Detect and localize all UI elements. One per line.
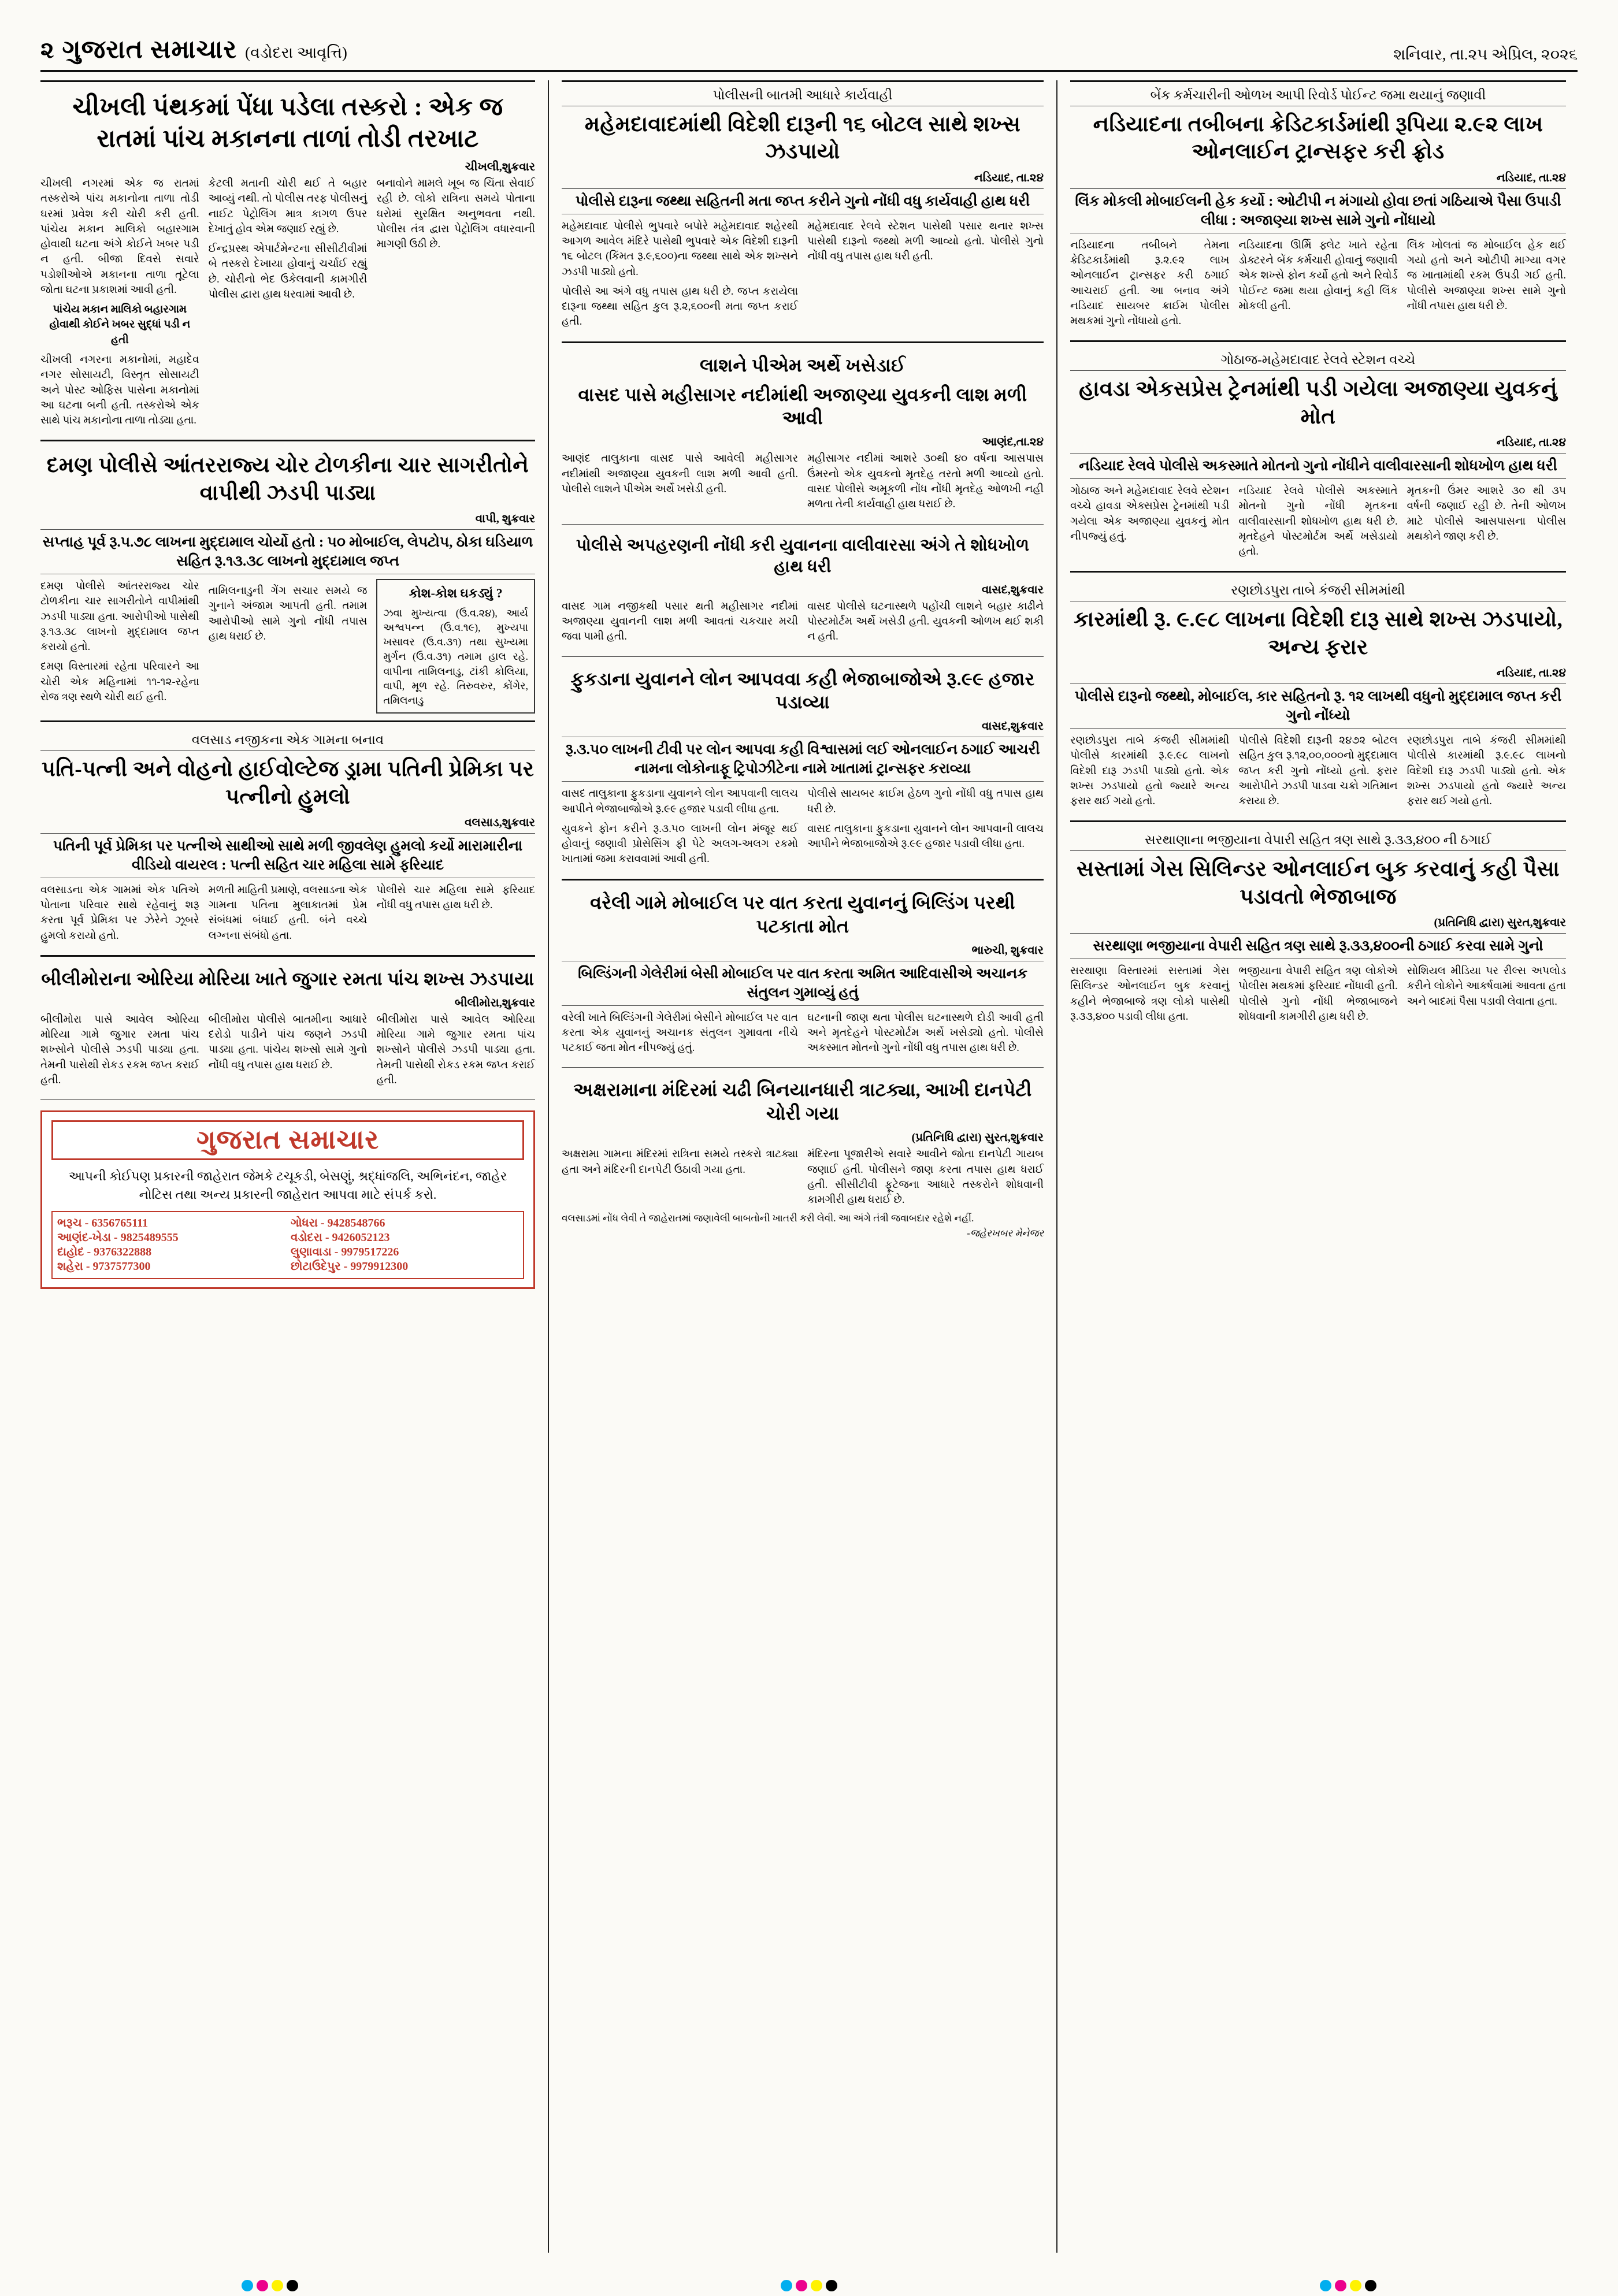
headline: વરેલી ગામે મોબાઈલ પર વાત કરતા યુવાનનું બિલ્ડિંગ પરથી પટકાતા મોત — [590, 891, 1015, 937]
article-body-col: ભજીયાના વેપારી સહિત ત્રણ લોકોએ પોલીસ મથકમાં ફરિયાદ નોંધાવી હતી. પોલીસે ગુનો નોંધી ભેજાબાજને શોધવાની કામગીરી હાથ ધરી છે. — [1238, 965, 1398, 1023]
classified-ad-box[interactable] — [40, 1110, 535, 1289]
dateline: વલસાડ,શુક્રવાર — [465, 816, 535, 829]
ad-contact[interactable]: શહેરા - 9737577300 — [57, 1260, 151, 1273]
article-body-col: મહેમદાવાદ રેલવે સ્ટેશન પાસેથી પસાર થનાર શખ્સ પાસેથી દારૂનો જથ્થો મળી આવ્યો હતો. પોલીસે ગુનો નોંધી વધુ તપાસ હાથ ધરી હતી. — [807, 220, 1044, 263]
subhead: સપ્તાહ પૂર્વ રૂ.૫.૭૮ લાખના મુદ્દામાલ ચોર્યો હતો : ૫૦ મોબાઈલ, લેપટોપ, ઠોકા ઘડિયાળ સહિત રૂ.૧૩.૩૮ લાખનો મુદ્દામાલ જપ્ત — [40, 529, 535, 574]
article-body-col: વલસાડના એક ગામમાં એક પતિએ પોતાના પરિવાર સાથે રહેવાનું શરૂ કરતા પૂર્વ પ્રેમિકા પર ઝેરેને ઝૂબરે હુમલો કરાયો હતો. — [40, 884, 199, 942]
article-valsad-drama — [40, 733, 535, 957]
headline: લાશને પીએમ અર્થે ખસેડાઈ — [700, 354, 906, 376]
reg-dot-magenta — [257, 2280, 268, 2291]
side-box — [376, 579, 535, 714]
dateline: (પ્રતિનિધિ દ્વારા) સુરત,શુક્રવાર — [1434, 916, 1566, 930]
article-body-col: પોલીસે ચાર મહિલા સામે ફરિયાદ નોંધી વધુ તપાસ હાથ ધરી છે. — [376, 884, 536, 912]
ad-contact[interactable]: છોટાઉદેપુર - 9979912300 — [291, 1260, 409, 1273]
article-body-col: વાસદ તાલુકાના ફુકડાના યુવાનને લોન આપવાની લાલચ આપીને ભેજાબાજોએ રૂ.૯૯ હજાર પડાવી લીધા હતા. યુવકને ફોન કરીને રૂ.૩.૫૦ લાખની લોન મંજૂર થઈ હોવાનું જણાવી પ્રોસેસિંગ ફી પેટે અલગ-અલગ રકમો ખાતામાં જમા કરાવવામાં આવી હતી. — [562, 788, 798, 865]
ad-footer-note: વલસાડમાં નોંધ લેવી તે જાહેરાતમાં જણાવેલી બાબતોની ખાતરી કરી લેવી. આ અંગે તંત્રી જવાબદાર રહેશે નહીં. — [562, 1213, 974, 1224]
registration-marks — [0, 2280, 1618, 2291]
subhead: નડિયાદ રેલવે પોલીસે અકસ્માતે મોતનો ગુનો નોંધીને વાલીવારસાની શોધખોળ હાથ ધરી — [1070, 453, 1566, 479]
article-body-col: નડિયાદના ઊર્મિ ફ્લેટ ખાતે રહેતા ડોક્ટરને બેંક કર્મચારી હોવાનું જણાવી એક શખ્સે ફોન કર્યો હતો અને રિવોર્ડ પોઈન્ટ જમા થયા હોવાનું કહી લિંક મોકલી હતી. — [1238, 239, 1398, 312]
reg-dot-black — [1365, 2280, 1376, 2291]
ad-text: આપની કોઈપણ પ્રકારની જાહેરાત જેમકે ટચૂકડી, બેસણું, શ્રદ્ધાંજલિ, અભિનંદન, જાહેર નોટિસ તથા અન્ય પ્રકારની જાહેરાત આપવા માટે સંપર્ક કરો. — [68, 1169, 507, 1202]
reg-dot-magenta — [796, 2280, 807, 2291]
headline-secondary: વાસદ પાસે મહીસાગર નદીમાંથી અજાણ્યા યુવકની લાશ મળી આવી — [578, 384, 1027, 429]
dateline: નડિયાદ, તા.૨૪ — [1496, 667, 1566, 680]
headline: મહેમદાવાદમાંથી વિદેશી દારૂની ૧૬ બોટલ સાથે શખ્સ ઝડપાયો — [584, 113, 1021, 164]
article-nadiad-card — [1070, 80, 1566, 342]
dateline: આણંદ,તા.૨૪ — [982, 436, 1044, 449]
kicker: વલસાડ નજીકના એક ગામના બનાવ — [40, 733, 535, 751]
dateline: વાસદ,શુક્રવાર — [982, 583, 1044, 596]
kicker: સરથાણાના ભજીયાના વેપારી સહિત ત્રણ સાથે રૂ.૩૩,૪૦૦ ની ઠગાઈ — [1070, 833, 1566, 851]
article-gas-cylinder — [1070, 833, 1566, 1036]
article-body-col: લિંક ખોલતાં જ મોબાઈલ હેક થઈ ગયો હતો અને ઓટીપી માગ્યા વગર જ ખાતામાંથી રકમ ઉપડી ગઈ હતી. પોલીસે અજાણ્યા શખ્સ સામે ગુનો નોંધી તપાસ હાથ ધરી છે. — [1407, 239, 1566, 312]
column-3 — [1057, 80, 1566, 2253]
headline: દમણ પોલીસે આંતરરાજ્ય ચોર ટોળકીના ચાર સાગરીતોને વાપીથી ઝડપી પાડ્યા — [46, 454, 529, 505]
headline: કારમાંથી રૂ. ૯.૯૮ લાખના વિદેશી દારૂ સાથે શખ્સ ઝડપાયો, અન્ય ફરાર — [1073, 608, 1563, 659]
article-body-col: બનાવોને મામલે ખૂબ જ ચિંતા સેવાઈ રહી છે. લોકો રાત્રિના સમયે પોતાના ઘરોમાં સુરક્ષિત અનુભવતા નથી. પોલીસ તંત્ર દ્વારા પેટ્રોલિંગ વધારવાની માગણી ઉઠી છે. — [376, 178, 536, 251]
article-body-col: વાસદ પોલીસે ઘટનાસ્થળે પહોંચી લાશને બહાર કાઢીને પોસ્ટમોર્ટમ અર્થે ખસેડી હતી. યુવકની ઓળખ થઈ શકી ન હતી. — [807, 600, 1044, 643]
ad-contact-grid — [51, 1211, 524, 1279]
paper-name: ગુજરાત સમાચાર — [62, 35, 237, 64]
headline: સસ્તામાં ગેસ સિલિન્ડર ઓનલાઈન બુક કરવાનું કહી પૈસા પડાવતો ભેજાબાજ — [1077, 857, 1560, 909]
side-box-title: કોશ-કોશ ઘકડ્યું ? — [409, 586, 503, 601]
ad-contact[interactable]: આણંદ-ખેડા - 9825489555 — [57, 1231, 179, 1244]
article-body-col: ઘટનાની જાણ થતા પોલીસ ઘટનાસ્થળે દોડી આવી હતી અને મૃતદેહને પોસ્ટમોર્ટમ અર્થે ખસેડ્યો હતો. પોલીસે અકસ્માત મોતનો ગુનો નોંધી વધુ તપાસ હાથ ધરી છે. — [807, 1012, 1044, 1054]
article-vareli-mobile — [562, 891, 1044, 1068]
subhead: પોલીસે દારૂના જથ્થા સહિતની મતા જપ્ત કરીને ગુનો નોંધી વધુ કાર્યવાહી હાથ ધરી — [562, 188, 1044, 214]
article-body-col: અક્ષરામા ગામના મંદિરમાં રાત્રિના સમયે તસ્કરો ત્રાટક્યા હતા અને મંદિરની દાનપેટી ઉઠાવી ગયા હતા. — [562, 1149, 798, 1176]
kicker: પોલીસની બાતમી આધારે કાર્યવાહી — [562, 88, 1044, 106]
article-bilimora-gambling — [40, 967, 535, 1100]
subhead: લિંક મોકલી મોબાઈલની હેક કર્યો : ઓટીપી ન મંગાયો હોવા છતાં ગઠિયાએ પૈસા ઉપાડી લીધા : અજાણ્યા શખ્સ સામે ગુનો નોંધાયો — [1070, 188, 1566, 233]
subhead: પોલીસે દારૂનો જથ્થો, મોબાઈલ, કાર સહિતનો રૂ. ૧૨ લાખથી વધુનો મુદ્દામાલ જપ્ત કરી ગુનો નોંધ્યો — [1070, 683, 1566, 729]
dateline: (પ્રતિનિધિ દ્વારા) સુરત,શુક્રવાર — [911, 1131, 1044, 1145]
article-pm-body — [562, 354, 1044, 525]
ad-contact[interactable]: ગોધરા - 9428548766 — [291, 1216, 385, 1229]
article-body-col: બીલીમોરા પાસે આવેલ ઓરિયા મોરિયા ગામે જુગાર રમતા પાંચ શખ્સોને પોલીસે ઝડપી પાડ્યા હતા. તેમની પાસેથી રોકડ રકમ જપ્ત કરાઈ હતી. — [40, 1013, 199, 1086]
dateline: ચીખલી,શુક્રવાર — [465, 161, 535, 174]
kicker: રણછોડપુરા તાબે કંજરી સીમમાંથી — [1070, 583, 1566, 601]
article-body-col: બીલીમોરા પાસે આવેલ ઓરિયા મોરિયા ગામે જુગાર રમતા પાંચ શખ્સોને પોલીસે ઝડપી પાડ્યા હતા. તેમની પાસેથી રોકડ રકમ જપ્ત કરાઈ હતી. — [376, 1013, 536, 1086]
registration-mark-group — [781, 2280, 837, 2291]
article-body-col: મંદિરના પૂજારીએ સવારે આવીને જોતા દાનપેટી ગાયબ જણાઈ હતી. પોલીસને જાણ કરતા તપાસ હાથ ધરાઈ હતી. સીસીટીવી ફૂટેજના આધારે તસ્કરોને શોધવાની કામગીરી હાથ ધરાઈ છે. — [807, 1149, 1044, 1206]
masthead — [40, 35, 1578, 72]
article-body-col: તામિલનાડુની ગેંગ સચાર સમયે જ ગુનાને અંજામ આપતી હતી. તમામ આરોપીઓ સામે ગુનો નોંધી તપાસ હાથ ધરાઈ છે. — [208, 585, 368, 642]
dateline: નડિયાદ, તા.૨૪ — [1496, 171, 1566, 184]
headline: પોલીસે અપહરણની નોંધી કરી યુવાનના વાલીવારસા અંગે તે શોધખોળ હાથ ધરી — [576, 536, 1030, 576]
article-body-col: નડિયાદના તબીબને તેમના ક્રેડિટકાર્ડમાંથી રૂ.૨.૯૨ લાખ ઓનલાઈન ટ્રાન્સફર કરી ઠગાઈ આચરાઈ હતી. આ બનાવ અંગે નડિયાદ સાયબર ક્રાઈમ પોલીસ મથકમાં ગુનો નોંધાયો હતો. — [1070, 239, 1230, 328]
article-temple-theft — [562, 1078, 1044, 1246]
article-body-col: રણછોડપુરા તાબે કંજરી સીમમાંથી પોલીસે કારમાંથી રૂ.૯.૯૮ લાખનો વિદેશી દારૂ ઝડપી પાડ્યો હતો. એક શખ્સ ઝડપાયો હતો જ્યારે અન્ય ફરાર થઈ ગયો હતો. — [1070, 735, 1230, 808]
ad-contact[interactable]: દાહોદ - 9376322888 — [57, 1245, 152, 1258]
kicker: ગોઠાજ-મહેમદાવાદ રેલવે સ્ટેશન વચ્ચે — [1070, 352, 1566, 371]
headline: અક્ષરામાના મંદિરમાં ચઢી બિનયાનધારી ત્રાટક્યા, આખી દાનપેટી ચોરી ગયા — [573, 1079, 1032, 1124]
side-box-text: ઝવા મુખ્યત્વા (ઉ.વ.૨૪), આર્ય અશ્વપન્ન (ઉ.વ.૧૯), મુખ્યપા ખસાવર (ઉ.વ.૩૧) તથા સુખ્યમા મુર્ગન (ઉ.વ.૩૧) તમામ હાલ રહે. વાપીના તામિલનાડુ, ટાંકી કોલિયા, વાપી, મૂળ રહે. તિરુવરુર, કોંગેર, તમિલનાડુ — [383, 607, 529, 706]
article-body-col: ચીખલી નગરમાં એક જ રાતમાં તસ્કરોએ પાંચ મકાનોના તાળા તોડી ઘરમાં પ્રવેશ કરી ચોરી કરી હતી. પાંચેય મકાન માલિકો બહારગામ હોવાથી ઘટના અંગે કોઈને ખબર પડી ન હતી. બીજા દિવસે સવારે પડોશીઓએ મકાનના તાળા તૂટેલા જોતા ઘટના પ્રકાશમાં આવી હતી. પાંચેય મકાન માલિકો બહારગામ હોવાથી કોઈને ખબર સુદ્ધાં પડી ન હતી ચીખલી નગરના મકાનોમાં, મહાદેવ નગર સોસાયટી, વિસ્તૃત સોસાયટી અને પોસ્ટ ઓફિસ પાસેના મકાનોમાં આ ઘટના બની હતી. તસ્કરોએ એક સાથે પાંચ મકાનોના તાળા તોડ્યા હતા. — [40, 178, 199, 427]
article-body-col: કેટલી મતાની ચોરી થઈ તે બહાર આવ્યું નથી. તો પોલીસ તરફ પોલીસનું નાઈટ પેટ્રોલિંગ માત્ર કાગળ ઉપર દેખાતું હોવ એમ જણાઈ રહ્યું છે. ઈન્દ્રપ્રસ્થ એપાર્ટમેન્ટના સીસીટીવીમાં બે તસ્કરો દેખાયા હોવાનું ચર્ચાઈ રહ્યું છે. ચોરીનો ભેદ ઉકેલવાની કામગીરી પોલીસ દ્વારા હાથ ધરવામાં આવી છે. — [208, 178, 368, 300]
article-body-col: ગોઠાજ અને મહેમદાવાદ રેલવે સ્ટેશન વચ્ચે હાવડા એક્સપ્રેસ ટ્રેનમાંથી પડી ગયેલા એક અજાણ્યા યુવકનું મોત નીપજ્યું હતું. — [1070, 485, 1230, 543]
article-howrah-express — [1070, 352, 1566, 573]
ad-logo: ગુજરાત સમાચાર — [51, 1120, 524, 1160]
headline: નડિયાદના તબીબના ક્રેડિટકાર્ડમાંથી રૂપિયા ૨.૯૨ લાખ ઓનલાઈન ટ્રાન્સફર કરી ફ્રોડ — [1093, 113, 1543, 164]
article-apharan — [562, 535, 1044, 657]
column-2 — [549, 80, 1057, 2253]
registration-mark-group — [1320, 2280, 1376, 2291]
dateline: નડિયાદ, તા.૨૪ — [1496, 436, 1566, 449]
headline: ચીખલી પંથકમાં પેંધા પડેલા તસ્કરો : એક જ રાતમાં પાંચ મકાનના તાળાં તોડી તરખાટ — [72, 94, 503, 153]
article-body-col: પોલીસે વિદેશી દારૂની ૨૪૭૨ બોટલ સહિત કુલ રૂ.૧૨,૦૦,૦૦૦નો મુદ્દામાલ જપ્ત કરી ગુનો નોંધ્યો હતો. ફરાર આરોપીને ઝડપી પાડવા ચક્રો ગતિમાન કરાયા છે. — [1238, 735, 1398, 808]
ad-contact[interactable]: ભરૂચ - 6356765111 — [57, 1216, 149, 1229]
dateline: નડિયાદ, તા.૨૪ — [974, 171, 1044, 184]
subhead: રૂ.૩.૫૦ લાખની ટીવી પર લોન આપવા કહી વિશ્વાસમાં લઈ ઓનલાઈન ઠગાઈ આચરી નામના લોકોનાફૂ ટ્રિપોઝીટેના નામે ખાતામાં ટ્રાન્સફર કરાવ્યા — [562, 737, 1044, 782]
ad-footer-credit: -જહેરખબર મેનેજર — [967, 1228, 1044, 1239]
article-body-col: વરેલી ખાતે બિલ્ડિંગની ગેલેરીમાં બેસીને મોબાઈલ પર વાત કરતા એક યુવાનનું અચાનક સંતુલન ગુમાવતા નીચે પટકાઈ જતા મોત નીપજ્યું હતું. — [562, 1012, 798, 1054]
article-body-col: આણંદ તાલુકાના વાસદ પાસે આવેલી મહીસાગર નદીમાંથી અજાણ્યા યુવકની લાશ મળી આવી હતી. પોલીસે લાશને પીએમ અર્થે ખસેડી હતી. — [562, 453, 798, 495]
headline: બીલીમોરાના ઓરિયા મોરિયા ખાતે જુગાર રમતા પાંચ શખ્સ ઝડપાયા — [41, 968, 535, 989]
article-chikhli-theft — [40, 80, 535, 441]
headline: હાવડા એકસપ્રેસ ટ્રેનમાંથી પડી ગયેલા અજાણ્યા યુવકનું મોત — [1079, 377, 1557, 429]
page-number: ૨ — [40, 37, 54, 63]
article-body-col: બીલીમોરા પોલીસે બાતમીના આધારે દરોડો પાડીને પાંચ જણને ઝડપી પાડ્યા હતા. પાંચેય શખ્સો સામે ગુનો નોંધી વધુ તપાસ હાથ ધરાઈ છે. — [208, 1013, 368, 1071]
article-daman-police — [40, 452, 535, 722]
article-body-col: સોશિયલ મીડિયા પર રીલ્સ અપલોડ કરીને લોકોને આકર્ષવામાં આવતા હતા અને બાદમાં પૈસા પડાવી લેવાતા હતા. — [1407, 965, 1566, 1008]
reg-dot-yellow — [272, 2280, 283, 2291]
subhead: બિલ્ડિંગની ગેલેરીમાં બેસી મોબાઈલ પર વાત કરતા અમિત આદિવાસીએ અચાનક સંતુલન ગુમાવ્યું હતું — [562, 961, 1044, 1006]
article-body-col: દમણ પોલીસે આંતરરાજ્ય ચોર ટોળકીના ચાર સાગરીતોને વાપીમાંથી ઝડપી પાડ્યા હતા. આરોપીઓ પાસેથી રૂ.૧૩.૩૮ લાખનો મુદ્દામાલ જપ્ત કરાયો હતો. દમણ વિસ્તારમાં રહેતા પરિવારને આ ચોરી એક મહિનામાં ૧૧-૧૨-રહેના રોજ ત્રણ સ્થળે ચોરી થઈ હતી. — [40, 581, 199, 703]
reg-dot-yellow — [811, 2280, 822, 2291]
reg-dot-cyan — [781, 2280, 792, 2291]
article-body-col: મહેમદાવાદ પોલીસે ભુપવારે બપોરે મહેમદાવાદ શહેરથી આગળ આવેલ મંદિરે પાસેથી ભુપવારે એક વિદેશી દારૂની ૧૬ બોટલ (કિંમત રૂ.૯,૬૦૦)ના જથ્થા સાથે એક શખ્સને ઝડપી પાડ્યો હતો. પોલીસે આ અંગે વધુ તપાસ હાથ ધરી છે. જપ્ત કરાયેલા દારૂના જથ્થા સહિત કુલ રૂ.૨,૬૦૦ની મતા જપ્ત કરાઈ હતી. — [562, 220, 798, 328]
masthead-left — [40, 35, 347, 64]
column-1 — [40, 80, 549, 2253]
article-body-col: મૃતકની ઉંમર આશરે ૩૦ થી ૩૫ વર્ષની જણાઈ રહી છે. તેની ઓળખ માટે પોલીસે આસપાસના પોલીસ મથકોને જાણ કરી છે. — [1407, 485, 1566, 543]
reg-dot-black — [826, 2280, 837, 2291]
dateline: બીલીમોરા,શુક્રવાર — [454, 996, 535, 1009]
dateline: વાસદ,શુક્રવાર — [982, 720, 1044, 733]
article-body-col: મહીસાગર નદીમાં આશરે ૩૦થી ૪૦ વર્ષના આસપાસ ઉંમરનો એક યુવકનો મૃતદેહ તરતો મળી આવ્યો હતો. વાસદ પોલીસે અમૂકળી નોંધ નોંધી મૃતદેહ ઓળખી નહી મળતા તેની કાર્યવાહી હાથ ધરાઈ છે. — [807, 453, 1044, 511]
kicker: બેંક કર્મચારીની ઓળખ આપી રિવોર્ડ પોઈન્ટ જમા થયાનું જણાવી — [1070, 88, 1566, 106]
edition-label: (વડોદરા આવૃત્તિ) — [245, 44, 347, 61]
headline: પતિ-પત્ની અને વોહનો હાઈવોલ્ટેજ ડ્રામા પતિની પ્રેમિકા પર પત્નીનો હુમલો — [41, 757, 535, 809]
ad-contact[interactable]: લુણાવાડા - 9979517226 — [291, 1245, 399, 1258]
article-body-col: પોલીસે સાયબર ક્રાઈમ હેઠળ ગુનો નોંધી વધુ તપાસ હાથ ધરી છે. વાસદ તાલુકાના ફુકડાના યુવાનને લોન આપવાની લાલચ આપીને ભેજાબાજોએ રૂ.૯૯ હજાર પડાવી લીધા હતા. — [807, 788, 1044, 850]
article-police-action — [562, 80, 1044, 343]
masthead-date: શનિવાર, તા.૨૫ એપ્રિલ, ૨૦૨૬ — [1393, 46, 1578, 63]
column-grid — [40, 80, 1578, 2253]
ad-contact[interactable]: વડોદરા - 9426052123 — [291, 1231, 390, 1244]
article-body-col — [376, 579, 535, 714]
reg-dot-yellow — [1350, 2280, 1361, 2291]
dateline: ભારુચી, શુક્રવાર — [971, 943, 1044, 957]
registration-mark-group — [242, 2280, 298, 2291]
reg-dot-magenta — [1335, 2280, 1346, 2291]
article-body-col: રણછોડપુરા તાબે કંજરી સીમમાંથી પોલીસે કારમાંથી રૂ.૯.૯૮ લાખનો વિદેશી દારૂ ઝડપી પાડ્યો હતો. એક શખ્સ ઝડપાયો હતો જ્યારે અન્ય ફરાર થઈ ગયો હતો. — [1407, 735, 1566, 808]
article-loan-fraud — [562, 667, 1044, 880]
dateline: વાપી, શુક્રવાર — [475, 512, 535, 526]
headline: ફુકડાના યુવાનને લોન આપવવા કહી ભેજાબાજોએ રૂ.૯૯ હજાર પડાવ્યા — [570, 668, 1035, 713]
article-body-col: સરથાણા વિસ્તારમાં સસ્તામાં ગેસ સિલિન્ડર ઓનલાઈન બુક કરવાનું કહીને ભેજાબાજે ત્રણ લોકો પાસેથી રૂ.૩૩,૪૦૦ પડાવી લીધા હતા. — [1070, 965, 1230, 1023]
reg-dot-cyan — [1320, 2280, 1331, 2291]
article-body-col: મળતી માહિતી પ્રમાણે, વલસાડના એક ગામના પતિના મુલાકાતમાં પ્રેમ સંબંધમાં બંધાઈ હતી. બંને વચ્ચે લગ્નના સંબંધો હતા. — [208, 884, 368, 942]
reg-dot-black — [287, 2280, 298, 2291]
reg-dot-cyan — [242, 2280, 253, 2291]
subhead: પતિની પૂર્વ પ્રેમિકા પર પત્નીએ સાથીઓ સાથે મળી જીવલેણ હુમલો કર્યો મારામારીના વીડિયો વાયરલ : પત્ની સહિત ચાર મહિલા સામે ફરિયાદ — [40, 833, 535, 878]
article-body-col: નડિયાદ રેલવે પોલીસે અકસ્માતે મોતનો ગુનો નોંધી મૃતકના વાલીવારસાની શોધખોળ હાથ ધરી છે. મૃતદેહને પોસ્ટમોર્ટમ અર્થે ખસેડાયો હતો. — [1238, 485, 1398, 558]
article-kanjari-liquor — [1070, 583, 1566, 822]
article-body-col: વાસદ ગામ નજીકથી પસાર થતી મહીસાગર નદીમાં અજાણ્યા યુવાનની લાશ મળી આવતાં ચકચાર મચી જવા પામી હતી. — [562, 600, 798, 643]
subhead: સરથાણા ભજીયાના વેપારી સહિત ત્રણ સાથે રૂ.૩૩,૪૦૦ની ઠગાઈ કરવા સામે ગુનો — [1070, 933, 1566, 959]
